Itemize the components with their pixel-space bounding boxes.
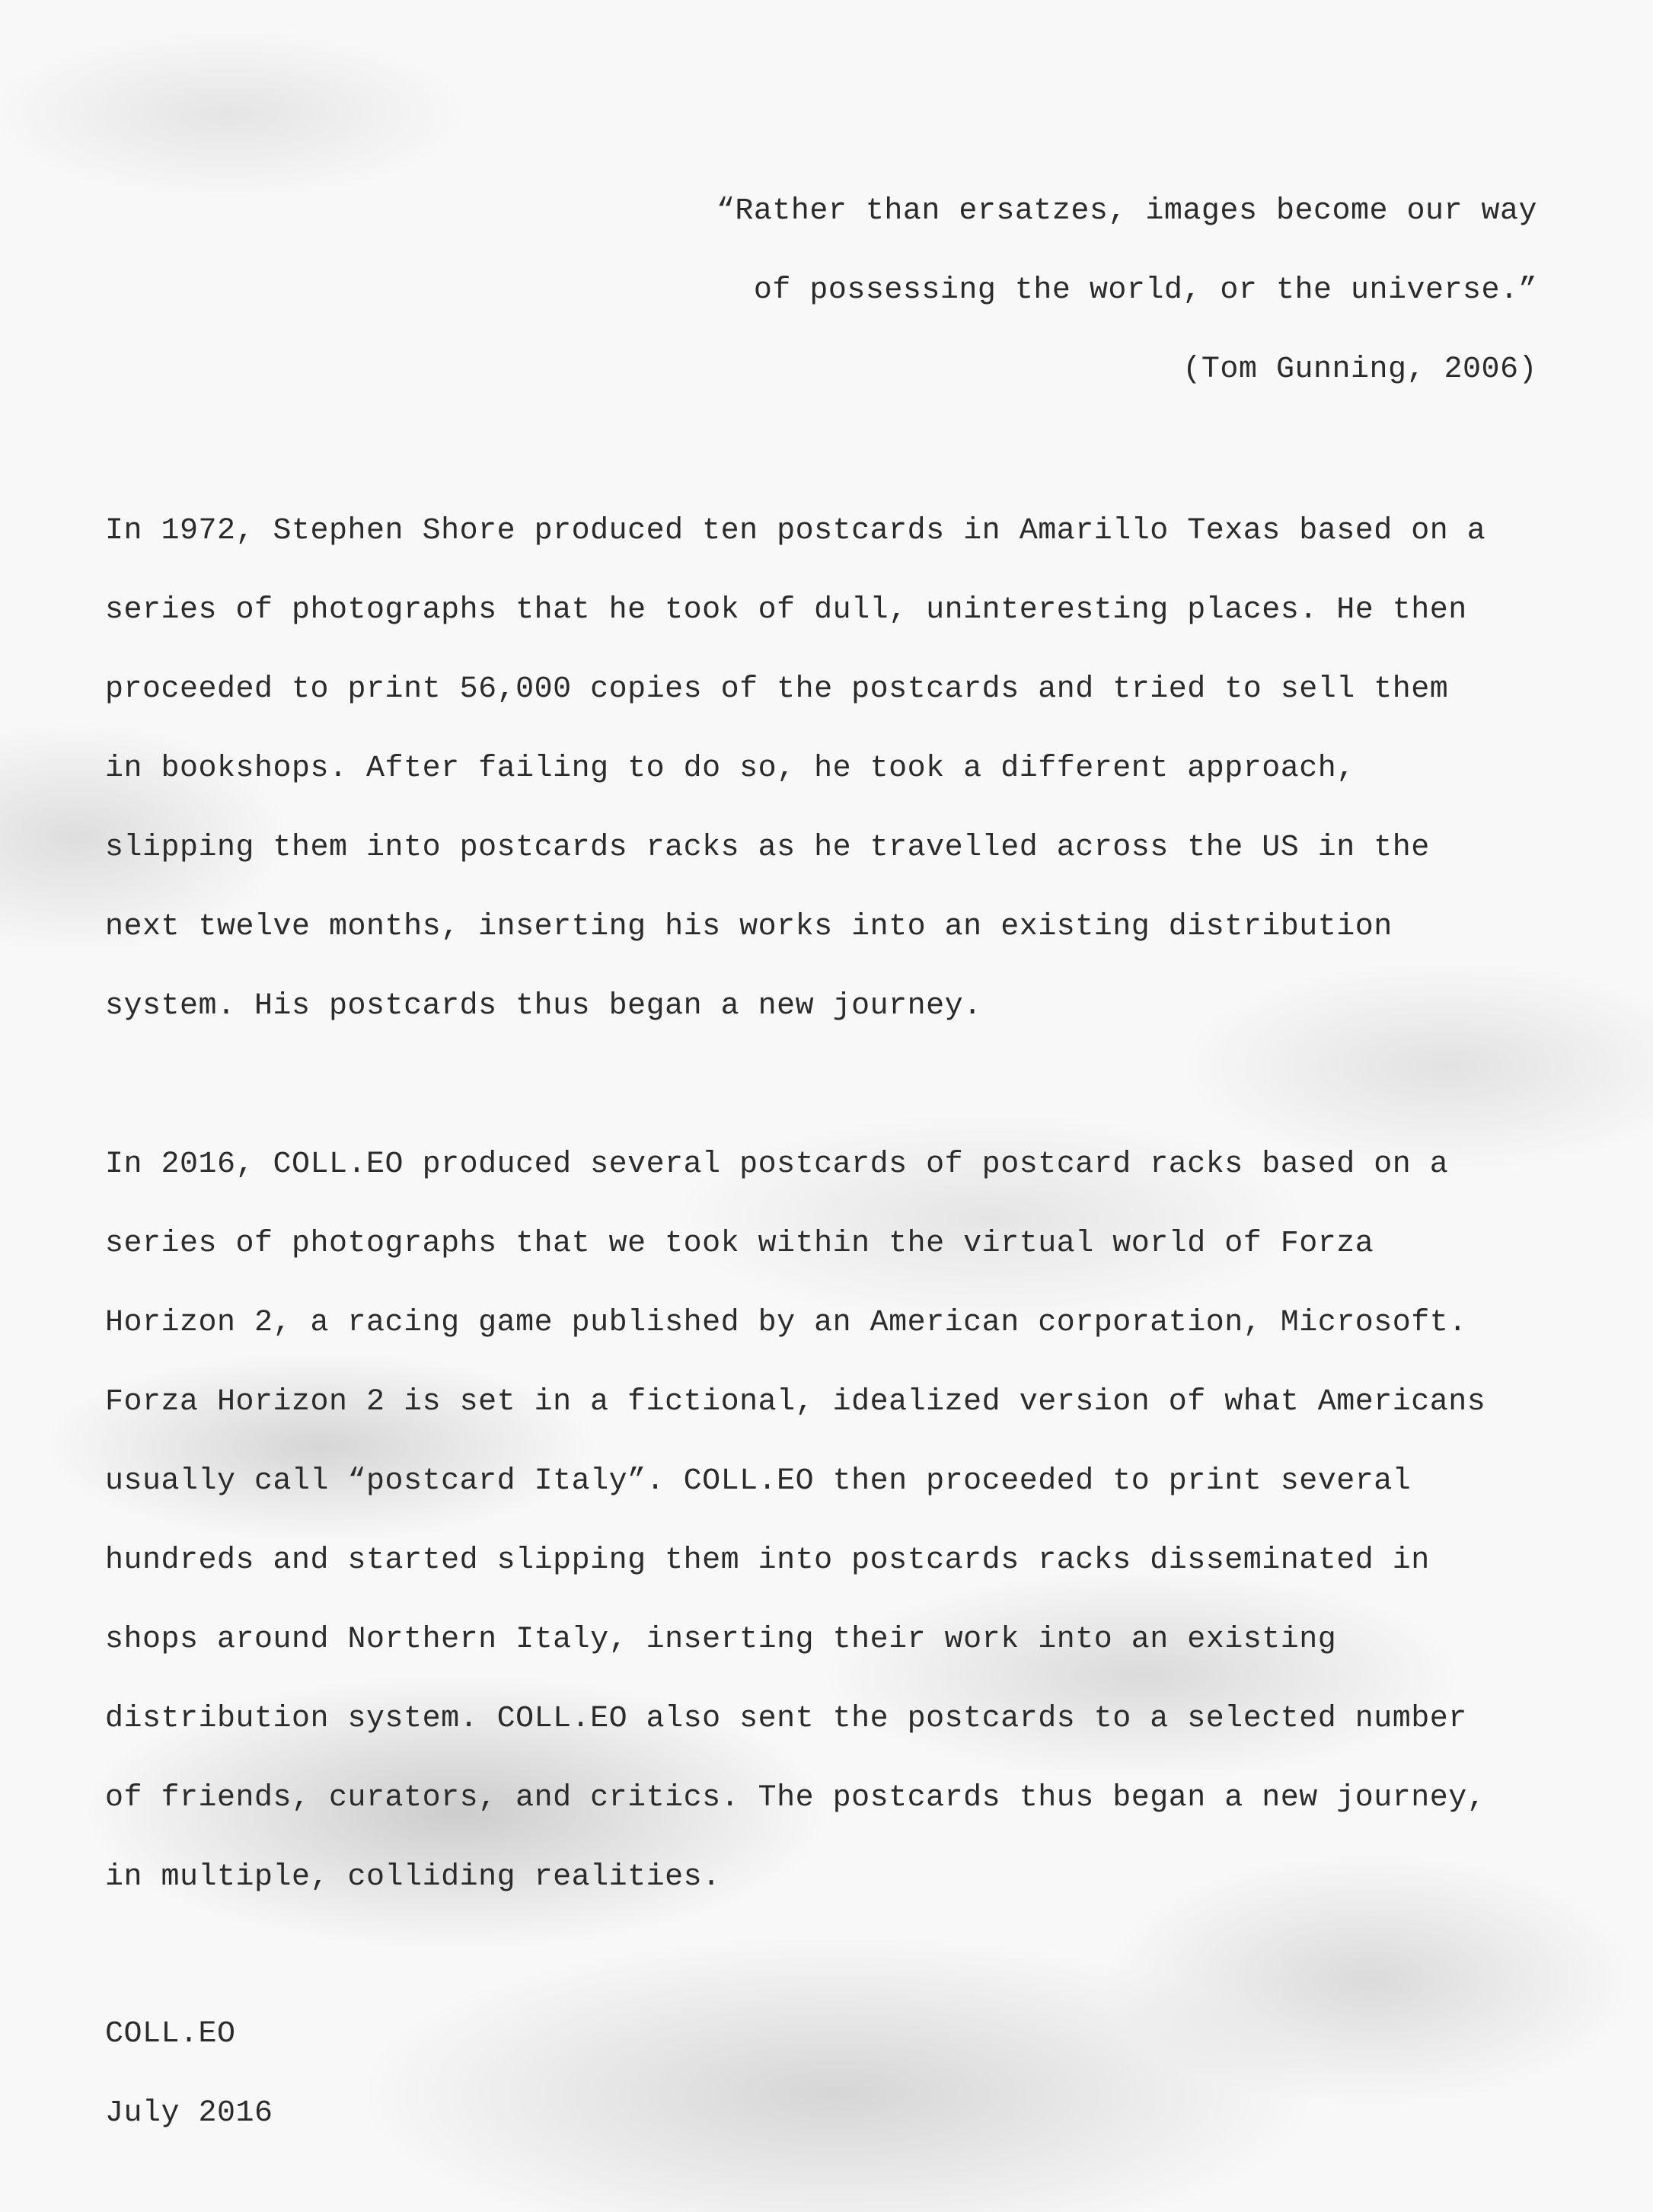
signature-date: July 2016: [105, 2096, 273, 2131]
paragraph-2-line: hundreds and started slipping them into postcards racks disseminated in: [105, 1543, 1430, 1578]
paragraph-2-line: usually call “postcard Italy”. COLL.EO then proceeded to print several: [105, 1464, 1412, 1499]
paragraph-2-line: of friends, curators, and critics. The postcards thus began a new journey,: [105, 1781, 1486, 1815]
paragraph-2-line: Horizon 2, a racing game published by an American corporation, Microsoft.: [105, 1306, 1467, 1340]
paragraph-1-line: next twelve months, inserting his works into an existing distribution: [105, 910, 1393, 944]
paragraph-2-line: shops around Northern Italy, inserting their work into an existing: [105, 1623, 1337, 1657]
epigraph-line-2: of possessing the world, or the universe.”: [753, 273, 1537, 308]
paragraph-2-line: series of photographs that we took within the virtual world of Forza: [105, 1227, 1374, 1261]
paragraph-1-line: proceeded to print 56,000 copies of the postcards and tried to sell them: [105, 672, 1449, 707]
epigraph-attribution: (Tom Gunning, 2006): [1182, 353, 1537, 387]
paragraph-2-line: distribution system. COLL.EO also sent the postcards to a selected number: [105, 1702, 1467, 1736]
epigraph-line-1: “Rather than ersatzes, images become our way: [716, 194, 1537, 228]
paragraph-2-line: In 2016, COLL.EO produced several postcards of postcard racks based on a: [105, 1147, 1449, 1182]
signature-author: COLL.EO: [105, 2017, 236, 2051]
paragraph-2-line: Forza Horizon 2 is set in a fictional, idealized version of what Americans: [105, 1385, 1486, 1419]
paragraph-1-line: slipping them into postcards racks as he travelled across the US in the: [105, 831, 1430, 865]
paragraph-1-line: In 1972, Stephen Shore produced ten postcards in Amarillo Texas based on a: [105, 514, 1486, 548]
paragraph-2-line: in multiple, colliding realities.: [105, 1860, 721, 1894]
paragraph-1-line: series of photographs that he took of dull, uninteresting places. He then: [105, 593, 1467, 627]
paragraph-1-line: system. His postcards thus began a new journey.: [105, 989, 982, 1023]
paragraph-1-line: in bookshops. After failing to do so, he took a different approach,: [105, 752, 1355, 786]
